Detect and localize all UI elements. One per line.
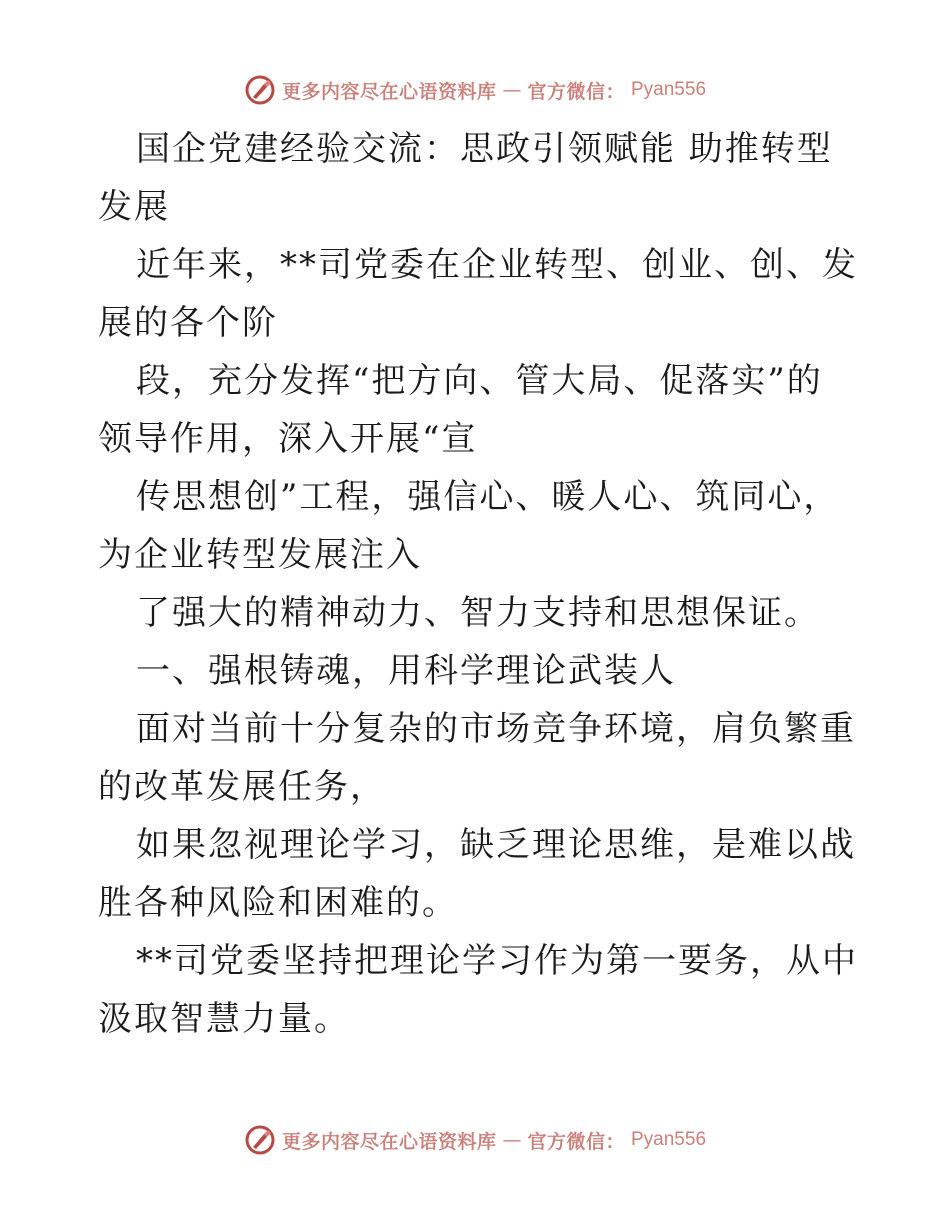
document-body xyxy=(98,120,858,1048)
paragraph-line: 了强大的精神动力、智力支持和思想保证。 xyxy=(136,593,820,633)
paragraph-line: **司党委坚持把理论学习作为第一要务，从中汲取智慧力量。 xyxy=(98,941,858,1039)
watermark-label: 官方微信： xyxy=(527,1130,625,1153)
watermark-dash: — xyxy=(502,1129,522,1151)
watermark-label: 官方微信： xyxy=(527,80,625,103)
pen-logo-icon xyxy=(244,74,276,106)
watermark-id: Pyan556 xyxy=(631,1129,707,1150)
footer-watermark xyxy=(0,1120,950,1160)
paragraph-line: 面对当前十分复杂的市场竞争环境，肩负繁重的改革发展任务， xyxy=(98,709,856,807)
watermark-dash: — xyxy=(502,79,522,101)
paragraph-line: 传思想创”工程，强信心、暖人心、筑同心，为企业转型发展注入 xyxy=(98,477,840,575)
watermark-text: 更多内容尽在心语资料库 xyxy=(281,80,497,103)
document-title: 国企党建经验交流：思政引领赋能 助推转型发展 xyxy=(98,129,833,227)
paragraph-line: 如果忽视理论学习，缺乏理论思维，是难以战胜各种风险和困难的。 xyxy=(98,825,856,923)
paragraph-line: 近年来，**司党委在企业转型、创业、创、发展的各个阶 xyxy=(98,245,858,343)
header-watermark xyxy=(0,70,950,110)
paragraph-line: 段，充分发挥“把方向、管大局、促落实”的领导作用，深入开展“宣 xyxy=(98,361,823,459)
watermark-text: 更多内容尽在心语资料库 xyxy=(281,1130,497,1153)
pen-logo-icon xyxy=(244,1124,276,1156)
section-heading: 一、强根铸魂，用科学理论武装人 xyxy=(136,651,676,691)
watermark-id: Pyan556 xyxy=(631,79,707,100)
